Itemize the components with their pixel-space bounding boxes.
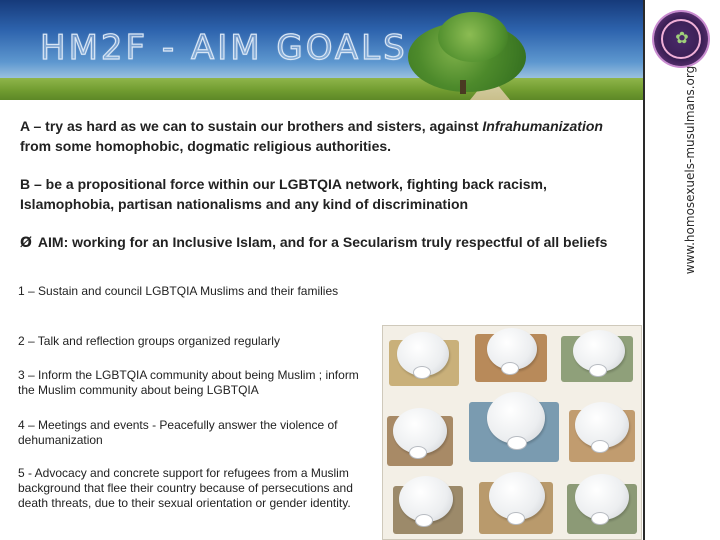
prayer-cap [415, 514, 433, 527]
header-banner [0, 0, 643, 100]
praying-men-cartoon-icon [382, 325, 642, 540]
list-item: 3 – Inform the LGBTQIA community about being Muslim ; inform the Muslim community about being LGBTQIA [18, 368, 359, 397]
list-item: 2 – Talk and reflection groups organized regularly [18, 334, 280, 348]
logo-figure-icon: ✿ [675, 28, 689, 47]
right-sidebar [643, 0, 720, 540]
prayer-cap [409, 446, 427, 459]
website-url: www.homosexuels-musulmans.org [683, 65, 697, 275]
goal-a-suffix: from some homophobic, dogmatic religious authorities. [20, 138, 392, 154]
goal-b: B – be a propositional force within our LGBTQIA network, fighting back racism, Islamophobia, partisan nationalisms and any kind of discrimination [20, 176, 547, 212]
aim-statement [20, 232, 620, 253]
prayer-cap [501, 362, 519, 375]
arrow-bullet-icon: Ø [20, 235, 32, 251]
goal-a-prefix: A – try as hard as we can to sustain our brothers and sisters, against [20, 118, 483, 134]
aim-text: AIM: working for an Inclusive Islam, and for a Secularism truly respectful of all beliefs [37, 234, 608, 250]
goal-a-emphasis: Infrahumanization [482, 118, 603, 134]
tree-canopy-top [438, 12, 508, 62]
goal-a [20, 116, 620, 156]
list-item: 4 – Meetings and events - Peacefully answer the violence of dehumanization [18, 418, 338, 447]
grass-field [0, 78, 643, 100]
page-title: HM2F - AIM GOALS [40, 28, 408, 68]
prayer-cap [591, 440, 609, 453]
prayer-cap [591, 512, 609, 525]
list-item: 1 – Sustain and council LGBTQIA Muslims and their families [18, 284, 339, 298]
prayer-cap [589, 364, 607, 377]
list-item: 5 - Advocacy and concrete support for refugees from a Muslim background that flee their country because of persecutions and death threats, due to their sexual orientation or gender identity. [18, 466, 353, 510]
prayer-cap [507, 436, 527, 450]
prayer-cap [413, 366, 431, 379]
tree-trunk [460, 80, 466, 94]
prayer-cap [507, 512, 525, 525]
